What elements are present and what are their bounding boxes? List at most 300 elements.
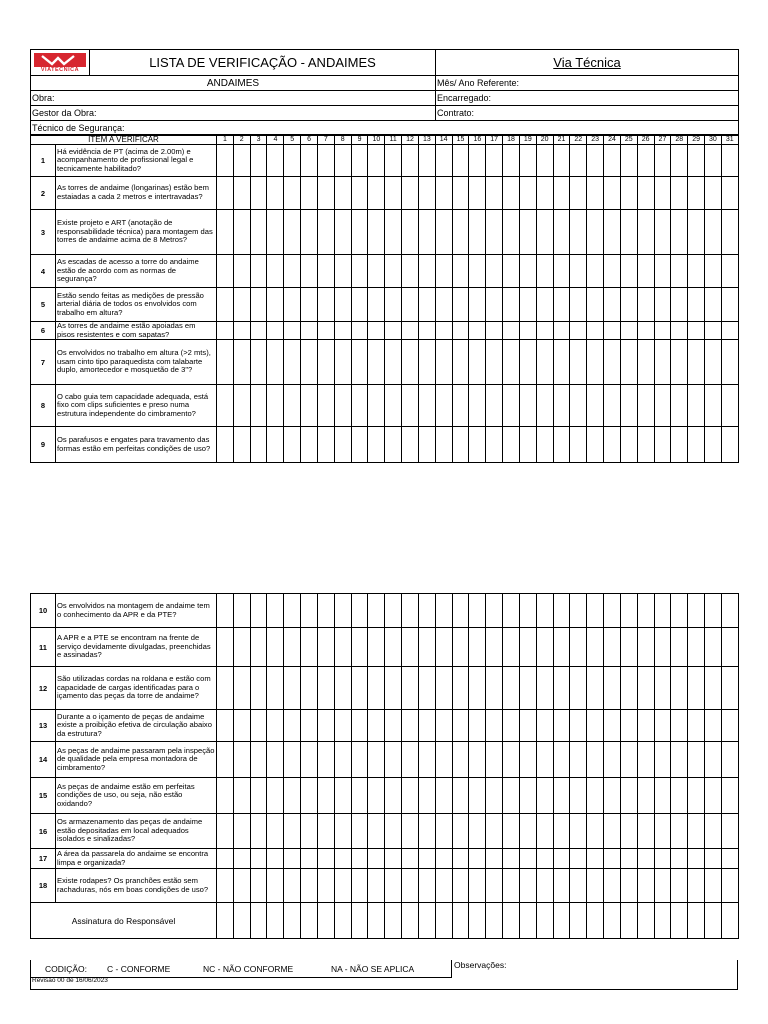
check-cell[interactable] (503, 385, 520, 427)
check-cell[interactable] (402, 667, 419, 710)
check-cell[interactable] (604, 255, 621, 288)
check-cell[interactable] (721, 427, 738, 463)
check-cell[interactable] (469, 869, 486, 903)
contrato-field[interactable]: Contrato: (436, 106, 739, 121)
check-cell[interactable] (536, 628, 553, 667)
check-cell[interactable] (334, 778, 351, 814)
check-cell[interactable] (654, 594, 671, 628)
check-cell[interactable] (536, 288, 553, 322)
check-cell[interactable] (385, 742, 402, 778)
check-cell[interactable] (351, 288, 368, 322)
check-cell[interactable] (519, 427, 536, 463)
signature-cell[interactable] (250, 903, 267, 939)
check-cell[interactable] (402, 288, 419, 322)
check-cell[interactable] (351, 177, 368, 210)
check-cell[interactable] (486, 710, 503, 742)
signature-cell[interactable] (385, 903, 402, 939)
check-cell[interactable] (519, 288, 536, 322)
check-cell[interactable] (418, 385, 435, 427)
check-cell[interactable] (217, 177, 234, 210)
check-cell[interactable] (536, 177, 553, 210)
check-cell[interactable] (351, 667, 368, 710)
check-cell[interactable] (503, 814, 520, 849)
check-cell[interactable] (721, 145, 738, 177)
check-cell[interactable] (486, 849, 503, 869)
check-cell[interactable] (217, 145, 234, 177)
check-cell[interactable] (469, 742, 486, 778)
check-cell[interactable] (654, 427, 671, 463)
check-cell[interactable] (705, 778, 722, 814)
check-cell[interactable] (385, 177, 402, 210)
check-cell[interactable] (570, 814, 587, 849)
check-cell[interactable] (435, 628, 452, 667)
check-cell[interactable] (418, 288, 435, 322)
check-cell[interactable] (536, 710, 553, 742)
check-cell[interactable] (267, 710, 284, 742)
check-cell[interactable] (334, 667, 351, 710)
check-cell[interactable] (688, 628, 705, 667)
check-cell[interactable] (536, 145, 553, 177)
check-cell[interactable] (570, 778, 587, 814)
signature-cell[interactable] (705, 903, 722, 939)
check-cell[interactable] (688, 667, 705, 710)
check-cell[interactable] (536, 594, 553, 628)
check-cell[interactable] (452, 340, 469, 385)
check-cell[interactable] (705, 385, 722, 427)
check-cell[interactable] (217, 667, 234, 710)
check-cell[interactable] (385, 340, 402, 385)
check-cell[interactable] (486, 814, 503, 849)
check-cell[interactable] (671, 814, 688, 849)
check-cell[interactable] (267, 385, 284, 427)
check-cell[interactable] (688, 255, 705, 288)
check-cell[interactable] (317, 667, 334, 710)
signature-cell[interactable] (587, 903, 604, 939)
check-cell[interactable] (705, 814, 722, 849)
check-cell[interactable] (217, 869, 234, 903)
check-cell[interactable] (570, 385, 587, 427)
check-cell[interactable] (705, 340, 722, 385)
check-cell[interactable] (721, 869, 738, 903)
check-cell[interactable] (267, 778, 284, 814)
check-cell[interactable] (233, 710, 250, 742)
check-cell[interactable] (217, 849, 234, 869)
check-cell[interactable] (587, 667, 604, 710)
check-cell[interactable] (301, 322, 318, 340)
check-cell[interactable] (604, 427, 621, 463)
check-cell[interactable] (620, 849, 637, 869)
check-cell[interactable] (267, 667, 284, 710)
check-cell[interactable] (620, 594, 637, 628)
check-cell[interactable] (671, 255, 688, 288)
check-cell[interactable] (503, 322, 520, 340)
check-cell[interactable] (671, 288, 688, 322)
check-cell[interactable] (368, 869, 385, 903)
check-cell[interactable] (654, 710, 671, 742)
check-cell[interactable] (233, 177, 250, 210)
check-cell[interactable] (620, 322, 637, 340)
check-cell[interactable] (604, 340, 621, 385)
check-cell[interactable] (334, 742, 351, 778)
check-cell[interactable] (250, 385, 267, 427)
check-cell[interactable] (402, 340, 419, 385)
check-cell[interactable] (570, 594, 587, 628)
check-cell[interactable] (688, 210, 705, 255)
check-cell[interactable] (351, 322, 368, 340)
check-cell[interactable] (536, 210, 553, 255)
check-cell[interactable] (317, 628, 334, 667)
check-cell[interactable] (435, 778, 452, 814)
check-cell[interactable] (570, 340, 587, 385)
check-cell[interactable] (452, 288, 469, 322)
check-cell[interactable] (688, 742, 705, 778)
check-cell[interactable] (368, 340, 385, 385)
check-cell[interactable] (452, 778, 469, 814)
check-cell[interactable] (570, 742, 587, 778)
check-cell[interactable] (721, 255, 738, 288)
check-cell[interactable] (570, 177, 587, 210)
check-cell[interactable] (402, 385, 419, 427)
check-cell[interactable] (418, 742, 435, 778)
check-cell[interactable] (469, 385, 486, 427)
check-cell[interactable] (334, 177, 351, 210)
check-cell[interactable] (519, 710, 536, 742)
check-cell[interactable] (469, 814, 486, 849)
check-cell[interactable] (351, 145, 368, 177)
check-cell[interactable] (637, 288, 654, 322)
check-cell[interactable] (570, 667, 587, 710)
check-cell[interactable] (637, 667, 654, 710)
check-cell[interactable] (452, 210, 469, 255)
check-cell[interactable] (654, 145, 671, 177)
check-cell[interactable] (553, 628, 570, 667)
check-cell[interactable] (587, 427, 604, 463)
check-cell[interactable] (587, 849, 604, 869)
check-cell[interactable] (637, 710, 654, 742)
check-cell[interactable] (620, 869, 637, 903)
check-cell[interactable] (368, 255, 385, 288)
check-cell[interactable] (587, 288, 604, 322)
check-cell[interactable] (637, 210, 654, 255)
check-cell[interactable] (654, 628, 671, 667)
check-cell[interactable] (217, 322, 234, 340)
check-cell[interactable] (503, 869, 520, 903)
check-cell[interactable] (351, 594, 368, 628)
check-cell[interactable] (604, 594, 621, 628)
check-cell[interactable] (688, 849, 705, 869)
check-cell[interactable] (301, 628, 318, 667)
check-cell[interactable] (604, 210, 621, 255)
check-cell[interactable] (385, 427, 402, 463)
check-cell[interactable] (536, 814, 553, 849)
check-cell[interactable] (536, 255, 553, 288)
check-cell[interactable] (233, 628, 250, 667)
check-cell[interactable] (519, 385, 536, 427)
check-cell[interactable] (486, 778, 503, 814)
check-cell[interactable] (418, 145, 435, 177)
signature-cell[interactable] (536, 903, 553, 939)
check-cell[interactable] (267, 427, 284, 463)
gestor-field[interactable]: Gestor da Obra: (31, 106, 436, 121)
signature-cell[interactable] (503, 903, 520, 939)
check-cell[interactable] (486, 628, 503, 667)
check-cell[interactable] (418, 340, 435, 385)
check-cell[interactable] (587, 594, 604, 628)
signature-cell[interactable] (351, 903, 368, 939)
check-cell[interactable] (671, 145, 688, 177)
check-cell[interactable] (486, 255, 503, 288)
check-cell[interactable] (469, 210, 486, 255)
check-cell[interactable] (233, 849, 250, 869)
check-cell[interactable] (435, 177, 452, 210)
check-cell[interactable] (267, 814, 284, 849)
check-cell[interactable] (469, 145, 486, 177)
check-cell[interactable] (604, 628, 621, 667)
check-cell[interactable] (688, 594, 705, 628)
check-cell[interactable] (705, 710, 722, 742)
check-cell[interactable] (317, 255, 334, 288)
check-cell[interactable] (705, 210, 722, 255)
encarregado-field[interactable]: Encarregado: (436, 91, 739, 106)
check-cell[interactable] (284, 849, 301, 869)
check-cell[interactable] (654, 288, 671, 322)
check-cell[interactable] (620, 385, 637, 427)
check-cell[interactable] (385, 814, 402, 849)
check-cell[interactable] (267, 210, 284, 255)
check-cell[interactable] (604, 322, 621, 340)
check-cell[interactable] (553, 869, 570, 903)
check-cell[interactable] (368, 710, 385, 742)
check-cell[interactable] (351, 628, 368, 667)
check-cell[interactable] (267, 340, 284, 385)
check-cell[interactable] (351, 385, 368, 427)
check-cell[interactable] (637, 340, 654, 385)
check-cell[interactable] (688, 814, 705, 849)
check-cell[interactable] (267, 869, 284, 903)
check-cell[interactable] (620, 288, 637, 322)
check-cell[interactable] (233, 255, 250, 288)
check-cell[interactable] (620, 145, 637, 177)
check-cell[interactable] (637, 255, 654, 288)
check-cell[interactable] (604, 778, 621, 814)
check-cell[interactable] (368, 742, 385, 778)
check-cell[interactable] (587, 145, 604, 177)
check-cell[interactable] (435, 210, 452, 255)
check-cell[interactable] (418, 628, 435, 667)
check-cell[interactable] (402, 849, 419, 869)
check-cell[interactable] (418, 427, 435, 463)
check-cell[interactable] (721, 628, 738, 667)
check-cell[interactable] (570, 288, 587, 322)
check-cell[interactable] (385, 288, 402, 322)
check-cell[interactable] (250, 710, 267, 742)
check-cell[interactable] (284, 628, 301, 667)
check-cell[interactable] (402, 427, 419, 463)
check-cell[interactable] (469, 288, 486, 322)
check-cell[interactable] (570, 710, 587, 742)
check-cell[interactable] (284, 742, 301, 778)
check-cell[interactable] (503, 177, 520, 210)
check-cell[interactable] (317, 177, 334, 210)
check-cell[interactable] (452, 322, 469, 340)
check-cell[interactable] (604, 177, 621, 210)
check-cell[interactable] (385, 869, 402, 903)
check-cell[interactable] (334, 594, 351, 628)
check-cell[interactable] (688, 340, 705, 385)
check-cell[interactable] (553, 849, 570, 869)
check-cell[interactable] (435, 385, 452, 427)
check-cell[interactable] (233, 778, 250, 814)
check-cell[interactable] (688, 385, 705, 427)
check-cell[interactable] (402, 255, 419, 288)
signature-cell[interactable] (620, 903, 637, 939)
check-cell[interactable] (267, 288, 284, 322)
check-cell[interactable] (452, 710, 469, 742)
check-cell[interactable] (418, 210, 435, 255)
check-cell[interactable] (301, 145, 318, 177)
check-cell[interactable] (705, 145, 722, 177)
check-cell[interactable] (233, 667, 250, 710)
check-cell[interactable] (284, 778, 301, 814)
check-cell[interactable] (553, 255, 570, 288)
check-cell[interactable] (435, 145, 452, 177)
check-cell[interactable] (284, 255, 301, 288)
check-cell[interactable] (233, 869, 250, 903)
check-cell[interactable] (435, 814, 452, 849)
check-cell[interactable] (250, 255, 267, 288)
check-cell[interactable] (604, 385, 621, 427)
check-cell[interactable] (385, 385, 402, 427)
check-cell[interactable] (385, 710, 402, 742)
observacoes-field[interactable] (452, 960, 738, 989)
signature-cell[interactable] (334, 903, 351, 939)
check-cell[interactable] (721, 340, 738, 385)
check-cell[interactable] (553, 814, 570, 849)
check-cell[interactable] (553, 594, 570, 628)
check-cell[interactable] (654, 322, 671, 340)
check-cell[interactable] (519, 869, 536, 903)
check-cell[interactable] (671, 594, 688, 628)
check-cell[interactable] (469, 778, 486, 814)
check-cell[interactable] (418, 814, 435, 849)
check-cell[interactable] (486, 322, 503, 340)
check-cell[interactable] (334, 849, 351, 869)
check-cell[interactable] (654, 340, 671, 385)
check-cell[interactable] (334, 427, 351, 463)
check-cell[interactable] (604, 849, 621, 869)
check-cell[interactable] (334, 340, 351, 385)
check-cell[interactable] (402, 742, 419, 778)
check-cell[interactable] (553, 385, 570, 427)
check-cell[interactable] (217, 255, 234, 288)
check-cell[interactable] (486, 667, 503, 710)
check-cell[interactable] (418, 177, 435, 210)
check-cell[interactable] (671, 340, 688, 385)
check-cell[interactable] (250, 869, 267, 903)
check-cell[interactable] (503, 145, 520, 177)
check-cell[interactable] (217, 814, 234, 849)
check-cell[interactable] (620, 177, 637, 210)
signature-cell[interactable] (233, 903, 250, 939)
check-cell[interactable] (620, 778, 637, 814)
check-cell[interactable] (654, 385, 671, 427)
check-cell[interactable] (469, 340, 486, 385)
check-cell[interactable] (301, 814, 318, 849)
check-cell[interactable] (284, 710, 301, 742)
check-cell[interactable] (334, 322, 351, 340)
check-cell[interactable] (519, 814, 536, 849)
check-cell[interactable] (705, 322, 722, 340)
check-cell[interactable] (587, 340, 604, 385)
check-cell[interactable] (637, 594, 654, 628)
check-cell[interactable] (250, 628, 267, 667)
check-cell[interactable] (301, 255, 318, 288)
check-cell[interactable] (317, 288, 334, 322)
check-cell[interactable] (368, 210, 385, 255)
check-cell[interactable] (284, 340, 301, 385)
check-cell[interactable] (368, 322, 385, 340)
check-cell[interactable] (452, 849, 469, 869)
check-cell[interactable] (217, 710, 234, 742)
check-cell[interactable] (671, 849, 688, 869)
check-cell[interactable] (284, 288, 301, 322)
check-cell[interactable] (368, 427, 385, 463)
check-cell[interactable] (250, 322, 267, 340)
check-cell[interactable] (452, 742, 469, 778)
check-cell[interactable] (334, 145, 351, 177)
check-cell[interactable] (671, 177, 688, 210)
check-cell[interactable] (587, 778, 604, 814)
check-cell[interactable] (385, 628, 402, 667)
check-cell[interactable] (654, 255, 671, 288)
check-cell[interactable] (503, 255, 520, 288)
check-cell[interactable] (671, 210, 688, 255)
check-cell[interactable] (217, 427, 234, 463)
check-cell[interactable] (233, 322, 250, 340)
check-cell[interactable] (351, 742, 368, 778)
check-cell[interactable] (536, 742, 553, 778)
check-cell[interactable] (351, 814, 368, 849)
check-cell[interactable] (217, 210, 234, 255)
check-cell[interactable] (267, 594, 284, 628)
check-cell[interactable] (385, 255, 402, 288)
signature-cell[interactable] (317, 903, 334, 939)
check-cell[interactable] (402, 778, 419, 814)
check-cell[interactable] (301, 385, 318, 427)
check-cell[interactable] (233, 288, 250, 322)
signature-cell[interactable] (654, 903, 671, 939)
check-cell[interactable] (435, 427, 452, 463)
check-cell[interactable] (721, 177, 738, 210)
check-cell[interactable] (301, 710, 318, 742)
check-cell[interactable] (250, 145, 267, 177)
check-cell[interactable] (351, 427, 368, 463)
check-cell[interactable] (604, 869, 621, 903)
check-cell[interactable] (469, 427, 486, 463)
check-cell[interactable] (519, 742, 536, 778)
check-cell[interactable] (301, 340, 318, 385)
signature-cell[interactable] (435, 903, 452, 939)
signature-cell[interactable] (486, 903, 503, 939)
check-cell[interactable] (604, 814, 621, 849)
check-cell[interactable] (317, 742, 334, 778)
check-cell[interactable] (452, 145, 469, 177)
check-cell[interactable] (267, 322, 284, 340)
check-cell[interactable] (351, 869, 368, 903)
check-cell[interactable] (721, 594, 738, 628)
check-cell[interactable] (486, 385, 503, 427)
check-cell[interactable] (587, 385, 604, 427)
